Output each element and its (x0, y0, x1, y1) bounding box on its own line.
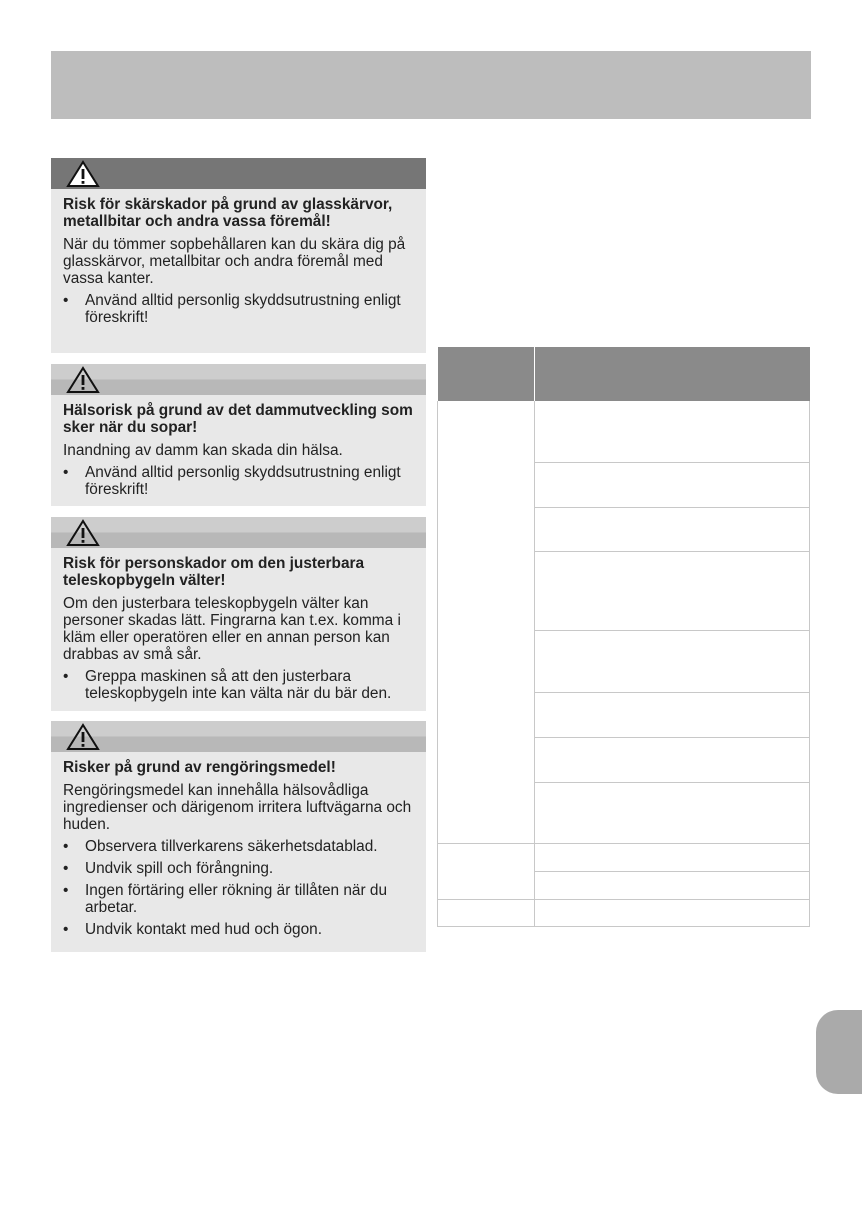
table-header-cell (438, 347, 535, 401)
table-cell (534, 551, 810, 630)
warning-bullet: • Ingen förtäring eller rökning är tillåten när du arbetar. (63, 882, 416, 916)
warning-title: Risk för skärskador på grund av glasskärvor, metallbitar och andra vassa föremål! (63, 196, 393, 230)
table-row (438, 899, 810, 926)
table-header-cell (534, 347, 810, 401)
warning-bullet: • Observera tillverkarens säkerhetsdatablad. (63, 838, 416, 855)
table-cell (534, 782, 810, 843)
table-cell (534, 737, 810, 782)
warning-bullet-list (63, 464, 416, 498)
warning-bullet: • Undvik spill och förångning. (63, 860, 416, 877)
spec-table-container (437, 347, 810, 927)
warning-bullet-list (63, 838, 416, 938)
table-cell (438, 843, 535, 899)
warning-box-dust-risk (51, 364, 426, 506)
warning-triangle-icon (66, 160, 100, 188)
table-cell (534, 692, 810, 737)
warning-triangle-icon (66, 366, 100, 394)
warning-title: Risk för personskador om den justerbara teleskopbygeln välter! (63, 555, 365, 589)
warning-bullet-list (63, 292, 416, 326)
warning-header (51, 158, 426, 189)
table-cell (534, 507, 810, 551)
warning-text: Rengöringsmedel kan innehålla hälsovådliga ingredienser och därigenom irritera luftvägarna och huden. (63, 782, 412, 833)
table-cell (534, 899, 810, 926)
warning-triangle-icon (66, 519, 100, 547)
warning-header (51, 364, 426, 395)
chapter-tab (816, 1010, 862, 1094)
warning-bullet: • Använd alltid personlig skyddsutrustning enligt föreskrift! (63, 292, 416, 326)
table-cell (438, 899, 535, 926)
warning-box-telescope-risk (51, 517, 426, 711)
warning-bullet-list (63, 668, 416, 702)
table-header-row (438, 347, 810, 401)
warning-triangle-icon (66, 723, 100, 751)
warning-bullet: • Greppa maskinen så att den justerbara teleskopbygeln inte kan välta när du bär den. (63, 668, 416, 702)
warning-box-cut-risk (51, 158, 426, 353)
warning-bullet: • Använd alltid personlig skyddsutrustning enligt föreskrift! (63, 464, 416, 498)
table-row (438, 843, 810, 871)
table-cell (534, 871, 810, 899)
table-cell (534, 630, 810, 692)
table-cell (534, 401, 810, 462)
warning-box-detergent-risk (51, 721, 426, 952)
table-row (438, 401, 810, 462)
warning-header (51, 721, 426, 752)
spec-table (437, 347, 810, 927)
table-cell (534, 843, 810, 871)
warning-title: Hälsorisk på grund av det dammutveckling som sker när du sopar! (63, 402, 413, 436)
warning-bullet: • Undvik kontakt med hud och ögon. (63, 921, 416, 938)
warning-header (51, 517, 426, 548)
warning-text: Om den justerbara teleskopbygeln välter kan personer skadas lätt. Fingrarna kan t.ex. komma i kläm eller operatören eller en annan person kan drabbas av små sår. (63, 595, 401, 663)
warning-text: När du tömmer sopbehållaren kan du skära dig på glasskärvor, metallbitar och andra föremål med vassa kanter. (63, 236, 406, 287)
warning-text: Inandning av damm kan skada din hälsa. (63, 442, 343, 459)
warning-title: Risker på grund av rengöringsmedel! (63, 759, 336, 776)
table-cell (534, 462, 810, 507)
table-cell (438, 401, 535, 843)
chapter-header-bar (51, 51, 811, 119)
